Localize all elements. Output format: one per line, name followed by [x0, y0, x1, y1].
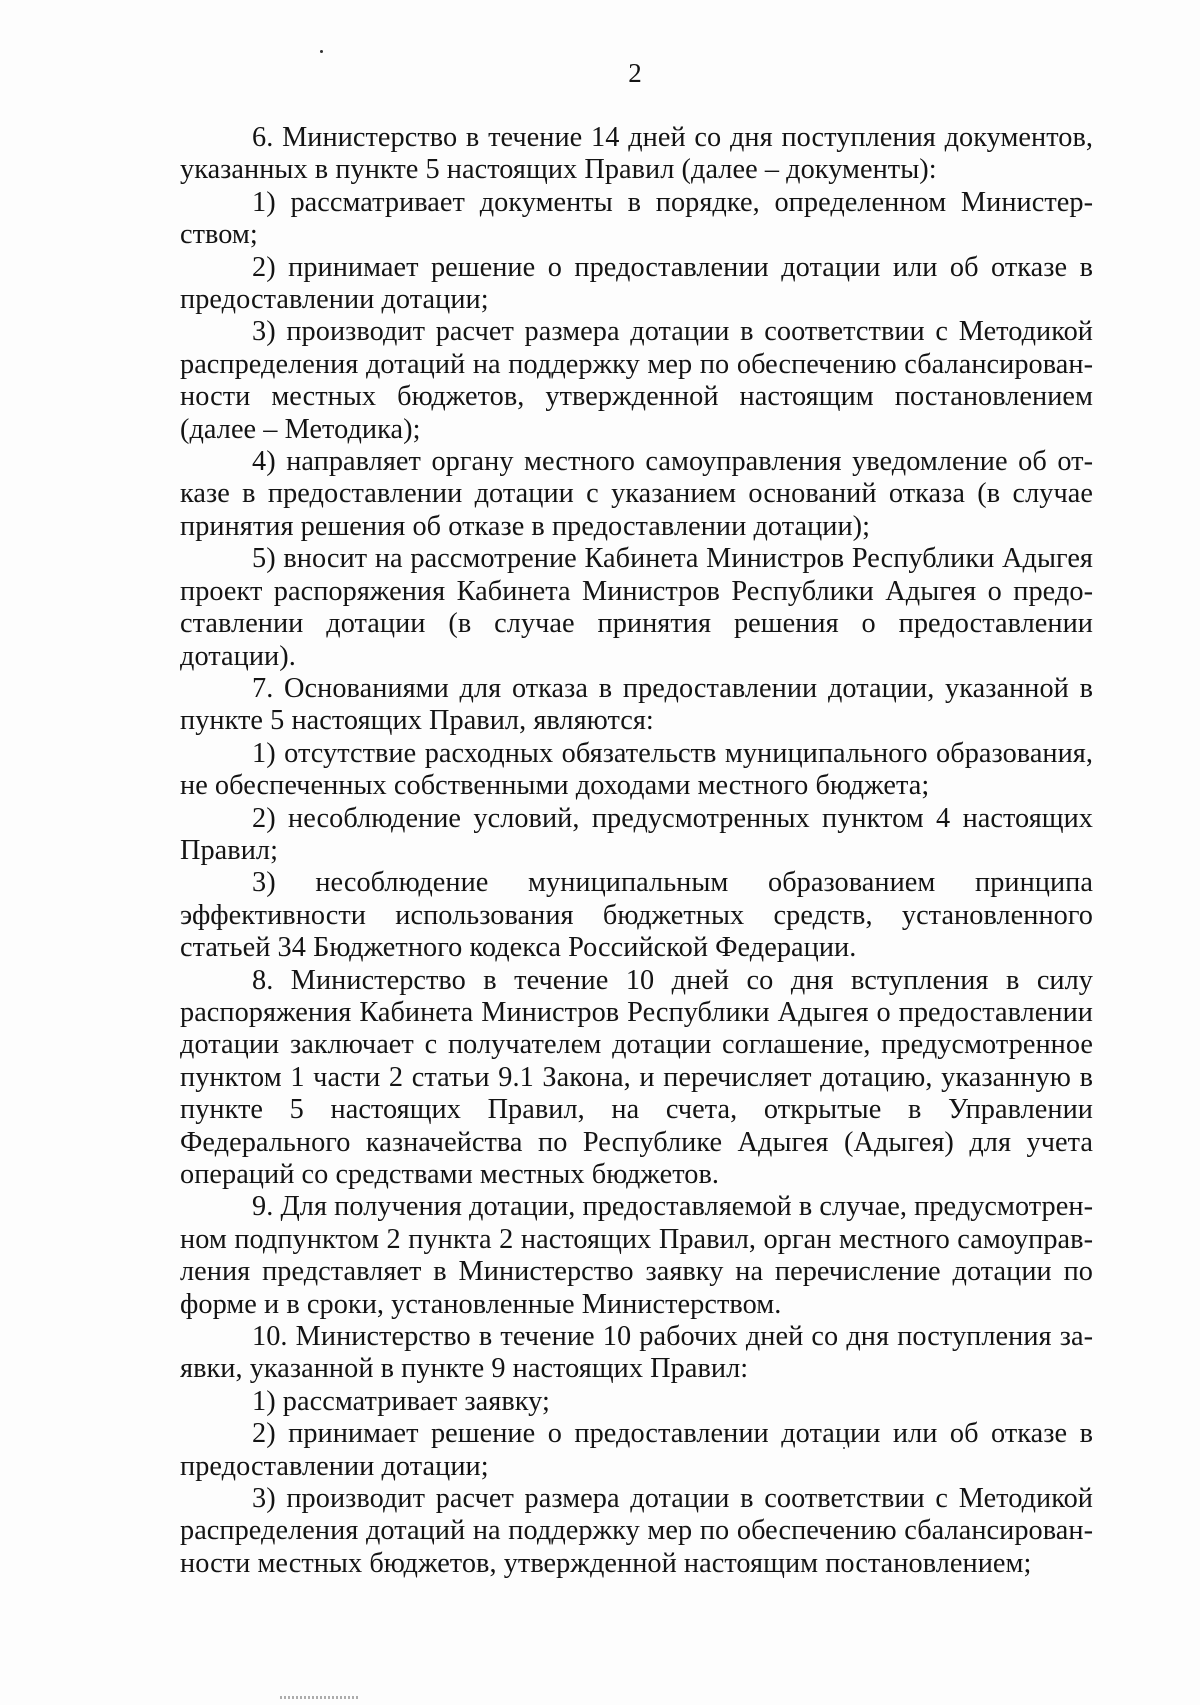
paragraph-6-1: 1) рассматривает документы в порядке, определенном Министерством;	[180, 186, 1093, 251]
paragraph-6: 6. Министерство в течение 14 дней со дня поступления документов, указанных в пункте 5 настоящих Правил (далее – документы):	[180, 122, 1093, 186]
paragraph-10: 10. Министерство в течение 10 рабочих дней со дня поступления заявки, указанной в пункте 9 настоящих Правил:	[180, 1321, 1093, 1385]
paragraph-10-3: 3) производит расчет размера дотации в соответствии с Методикой распределения дотаций на поддержку мер по обеспечению сбалансированности местных бюджетов, утвержденной настоящим постановлением;	[180, 1483, 1093, 1579]
paragraph-7-1: 1) отсутствие расходных обязательств муниципального образования, не обеспеченных собственными доходами местного бюджета;	[180, 737, 1093, 802]
scan-edge-mark	[280, 1696, 360, 1699]
scan-speck	[320, 50, 323, 53]
paragraph-6-2: 2) принимает решение о предоставлении дотации или об отказе в предоставлении дотации;	[180, 251, 1093, 316]
paragraph-9: 9. Для получения дотации, предоставляемой в случае, предусмотренном подпунктом 2 пункта 2 настоящих Правил, орган местного самоуправления представляет в Министерство заявку на перечисление дотации по форме и в сроки, установленные Министерством.	[180, 1191, 1093, 1320]
paragraph-6-5: 5) вносит на рассмотрение Кабинета Министров Республики Адыгея проект распоряжения Кабинета Министров Республики Адыгея о предоставлении дотации (в случае принятия решения о предоставлении дотации).	[180, 543, 1093, 672]
paragraph-10-2: 2) принимает решение о предоставлении дотации или об отказе в предоставлении дотации;	[180, 1418, 1093, 1482]
paragraph-8: 8. Министерство в течение 10 дней со дня вступления в силу распоряжения Кабинета Министров Республики Адыгея о предоставлении дотации заключает с получателем дотации соглашение, предусмотренное пунктом 1 части 2 статьи 9.1 Закона, и перечисляет дотацию, указанную в пункте 5 настоящих Правил, на счета, открытые в Управлении Федерального казначейства по Республике Адыгея (Адыгея) для учета операций со средствами местных бюджетов.	[180, 964, 1093, 1190]
page-number: 2	[628, 58, 642, 88]
paragraph-7-2: 2) несоблюдение условий, предусмотренных пунктом 4 настоящих Правил;	[180, 802, 1093, 866]
paragraph-10-1: 1) рассматривает заявку;	[252, 1385, 550, 1417]
paragraph-7: 7. Основаниями для отказа в предоставлении дотации, указанной в пункте 5 настоящих Правил, являются:	[180, 672, 1093, 737]
paragraph-7-3: 3) несоблюдение муниципальным образованием принципа эффективности использования бюджетных средств, установленного статьей 34 Бюджетного кодекса Российской Федерации.	[180, 867, 1093, 964]
document-body	[180, 122, 1093, 1580]
paragraph-6-3: 3) производит расчет размера дотации в соответствии с Методикой распределения дотаций на поддержку мер по обеспечению сбалансированности местных бюджетов, утвержденной настоящим постановлением (далее – Методика);	[180, 316, 1093, 445]
paragraph-6-4: 4) направляет органу местного самоуправления уведомление об отказе в предоставлении дотации с указанием оснований отказа (в случае принятия решения об отказе в предоставлении дотации);	[180, 446, 1093, 542]
